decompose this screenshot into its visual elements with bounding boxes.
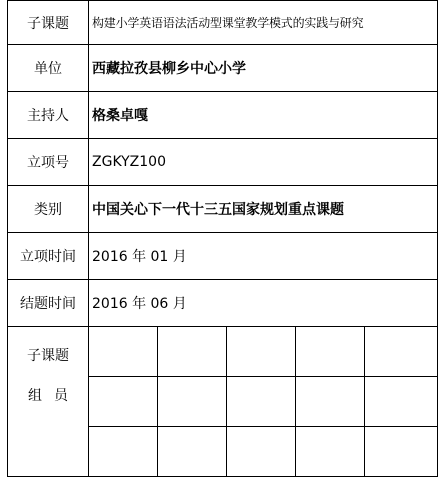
member-cell (365, 327, 438, 377)
value-end-date: 2016 年 06 月 (89, 280, 438, 327)
member-cell (365, 377, 438, 427)
members-row-1 (8, 327, 438, 377)
label-members-line1: 子课题 (27, 348, 69, 364)
row-start-date (8, 233, 438, 280)
row-host (8, 92, 438, 139)
label-unit: 单位 (8, 45, 89, 92)
value-category: 中国关心下一代十三五国家规划重点课题 (89, 186, 438, 233)
label-start-date: 立项时间 (8, 233, 89, 280)
member-cell (89, 427, 158, 477)
row-subproject (8, 1, 438, 45)
row-unit (8, 45, 438, 92)
value-project-number: ZGKYZ100 (89, 139, 438, 186)
member-cell (227, 377, 296, 427)
label-subproject: 子课题 (8, 1, 89, 45)
row-project-number (8, 139, 438, 186)
member-cell (296, 377, 365, 427)
row-category (8, 186, 438, 233)
value-host: 格桑卓嘎 (89, 92, 438, 139)
label-category: 类别 (8, 186, 89, 233)
member-cell (89, 327, 158, 377)
row-end-date (8, 280, 438, 327)
member-cell (296, 327, 365, 377)
value-subproject: 构建小学英语语法活动型课堂教学模式的实践与研究 (89, 1, 438, 45)
label-end-date: 结题时间 (8, 280, 89, 327)
member-cell (89, 377, 158, 427)
label-host: 主持人 (8, 92, 89, 139)
member-cell (158, 427, 227, 477)
value-unit: 西藏拉孜县柳乡中心小学 (89, 45, 438, 92)
member-cell (365, 427, 438, 477)
member-cell (158, 327, 227, 377)
member-cell (227, 327, 296, 377)
label-members-line2: 组员 (28, 388, 80, 404)
label-project-number: 立项号 (8, 139, 89, 186)
member-cell (158, 377, 227, 427)
member-cell (227, 427, 296, 477)
project-info-table (7, 0, 438, 477)
value-start-date: 2016 年 01 月 (89, 233, 438, 280)
member-cell (296, 427, 365, 477)
label-members (8, 327, 89, 477)
